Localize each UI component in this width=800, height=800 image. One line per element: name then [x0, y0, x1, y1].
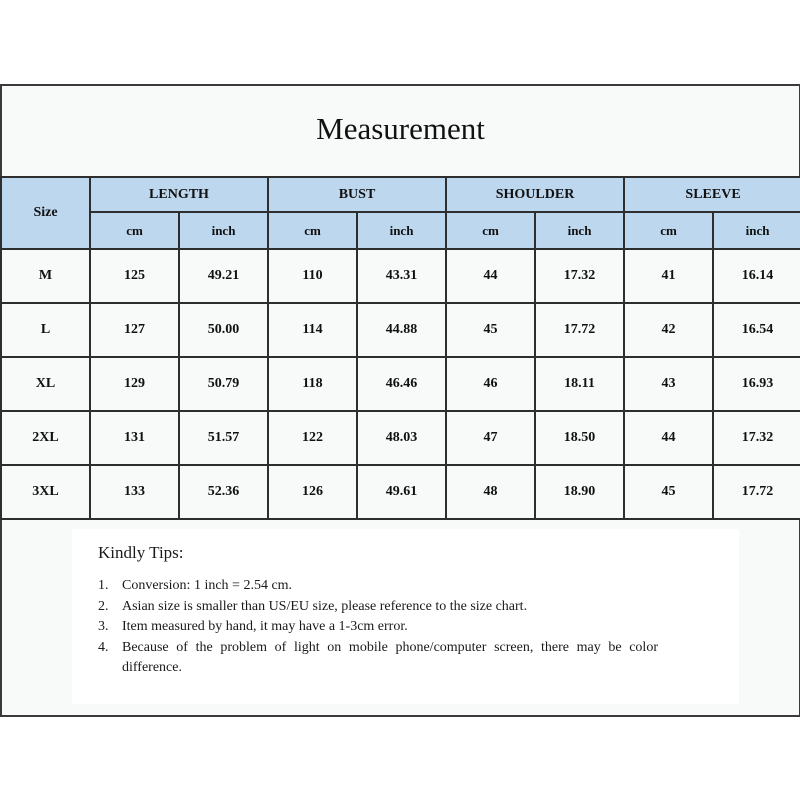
bust-inch-cell: 48.03 [357, 411, 446, 465]
length-inch-cell: 50.79 [179, 357, 268, 411]
size-cell: L [1, 303, 90, 357]
shoulder-cm-cell: 45 [446, 303, 535, 357]
shoulder-cm-cell: 48 [446, 465, 535, 519]
table-row [1, 465, 800, 519]
shoulder-cm-cell: 47 [446, 411, 535, 465]
sleeve-cm-cell: 44 [624, 411, 713, 465]
tips-list [98, 576, 658, 679]
tip-text: Because of the problem of light on mobile phone/computer screen, there may be color difference. [122, 639, 658, 675]
length-inch-cell: 51.57 [179, 411, 268, 465]
tip-item [98, 597, 658, 618]
tip-number: 3. [98, 619, 109, 634]
size-cell: 2XL [1, 411, 90, 465]
shoulder-cm-header: cm [446, 212, 535, 249]
tip-item [98, 638, 658, 679]
shoulder-inch-cell: 18.11 [535, 357, 624, 411]
tip-item [98, 576, 658, 597]
length-cm-cell: 127 [90, 303, 179, 357]
shoulder-inch-cell: 18.90 [535, 465, 624, 519]
bust-cm-cell: 118 [268, 357, 357, 411]
bust-inch-cell: 43.31 [357, 249, 446, 303]
size-cell: M [1, 249, 90, 303]
tip-number: 2. [98, 598, 109, 614]
table-row [1, 357, 800, 411]
bust-cm-cell: 122 [268, 411, 357, 465]
sleeve-inch-cell: 16.54 [713, 303, 800, 357]
table-row [1, 303, 800, 357]
shoulder-inch-cell: 17.72 [535, 303, 624, 357]
sleeve-cm-header: cm [624, 212, 713, 249]
tip-number: 1. [98, 578, 109, 593]
length-inch-cell: 52.36 [179, 465, 268, 519]
unit-header-row [1, 212, 800, 249]
length-cm-cell: 125 [90, 249, 179, 303]
title-band [2, 86, 799, 176]
sleeve-inch-cell: 17.32 [713, 411, 800, 465]
shoulder-cm-cell: 46 [446, 357, 535, 411]
length-cm-cell: 129 [90, 357, 179, 411]
sleeve-cm-cell: 45 [624, 465, 713, 519]
length-cm-cell: 131 [90, 411, 179, 465]
shoulder-inch-header: inch [535, 212, 624, 249]
shoulder-group-header: SHOULDER [446, 177, 624, 212]
size-cell: 3XL [1, 465, 90, 519]
table-row [1, 411, 800, 465]
size-chart-table [0, 176, 800, 520]
tips-heading: Kindly Tips: [98, 543, 184, 562]
tip-text: Conversion: 1 inch = 2.54 cm. [122, 578, 293, 593]
tip-number: 4. [98, 639, 109, 655]
length-cm-header: cm [90, 212, 179, 249]
sleeve-cm-cell: 43 [624, 357, 713, 411]
page-title: Measurement [316, 111, 485, 146]
bust-group-header: BUST [268, 177, 446, 212]
length-group-header: LENGTH [90, 177, 268, 212]
shoulder-inch-cell: 17.32 [535, 249, 624, 303]
bust-inch-cell: 44.88 [357, 303, 446, 357]
table-row [1, 249, 800, 303]
sleeve-cm-cell: 41 [624, 249, 713, 303]
sleeve-cm-cell: 42 [624, 303, 713, 357]
bust-cm-cell: 126 [268, 465, 357, 519]
shoulder-inch-cell: 18.50 [535, 411, 624, 465]
bust-inch-header: inch [357, 212, 446, 249]
length-inch-header: inch [179, 212, 268, 249]
measurement-sheet [0, 84, 800, 717]
bust-inch-cell: 49.61 [357, 465, 446, 519]
sleeve-inch-cell: 16.93 [713, 357, 800, 411]
sleeve-inch-cell: 17.72 [713, 465, 800, 519]
group-header-row [1, 177, 800, 212]
length-inch-cell: 49.21 [179, 249, 268, 303]
tip-text: Item measured by hand, it may have a 1-3cm error. [122, 619, 408, 634]
size-cell: XL [1, 357, 90, 411]
length-cm-cell: 133 [90, 465, 179, 519]
sleeve-group-header: SLEEVE [624, 177, 800, 212]
size-column-header: Size [1, 177, 90, 249]
shoulder-cm-cell: 44 [446, 249, 535, 303]
bust-cm-cell: 114 [268, 303, 357, 357]
tip-item [98, 617, 658, 638]
kindly-tips-panel [72, 529, 739, 704]
sleeve-inch-header: inch [713, 212, 800, 249]
length-inch-cell: 50.00 [179, 303, 268, 357]
sleeve-inch-cell: 16.14 [713, 249, 800, 303]
tip-text: Asian size is smaller than US/EU size, please reference to the size chart. [122, 598, 528, 614]
bust-cm-header: cm [268, 212, 357, 249]
bust-inch-cell: 46.46 [357, 357, 446, 411]
bust-cm-cell: 110 [268, 249, 357, 303]
